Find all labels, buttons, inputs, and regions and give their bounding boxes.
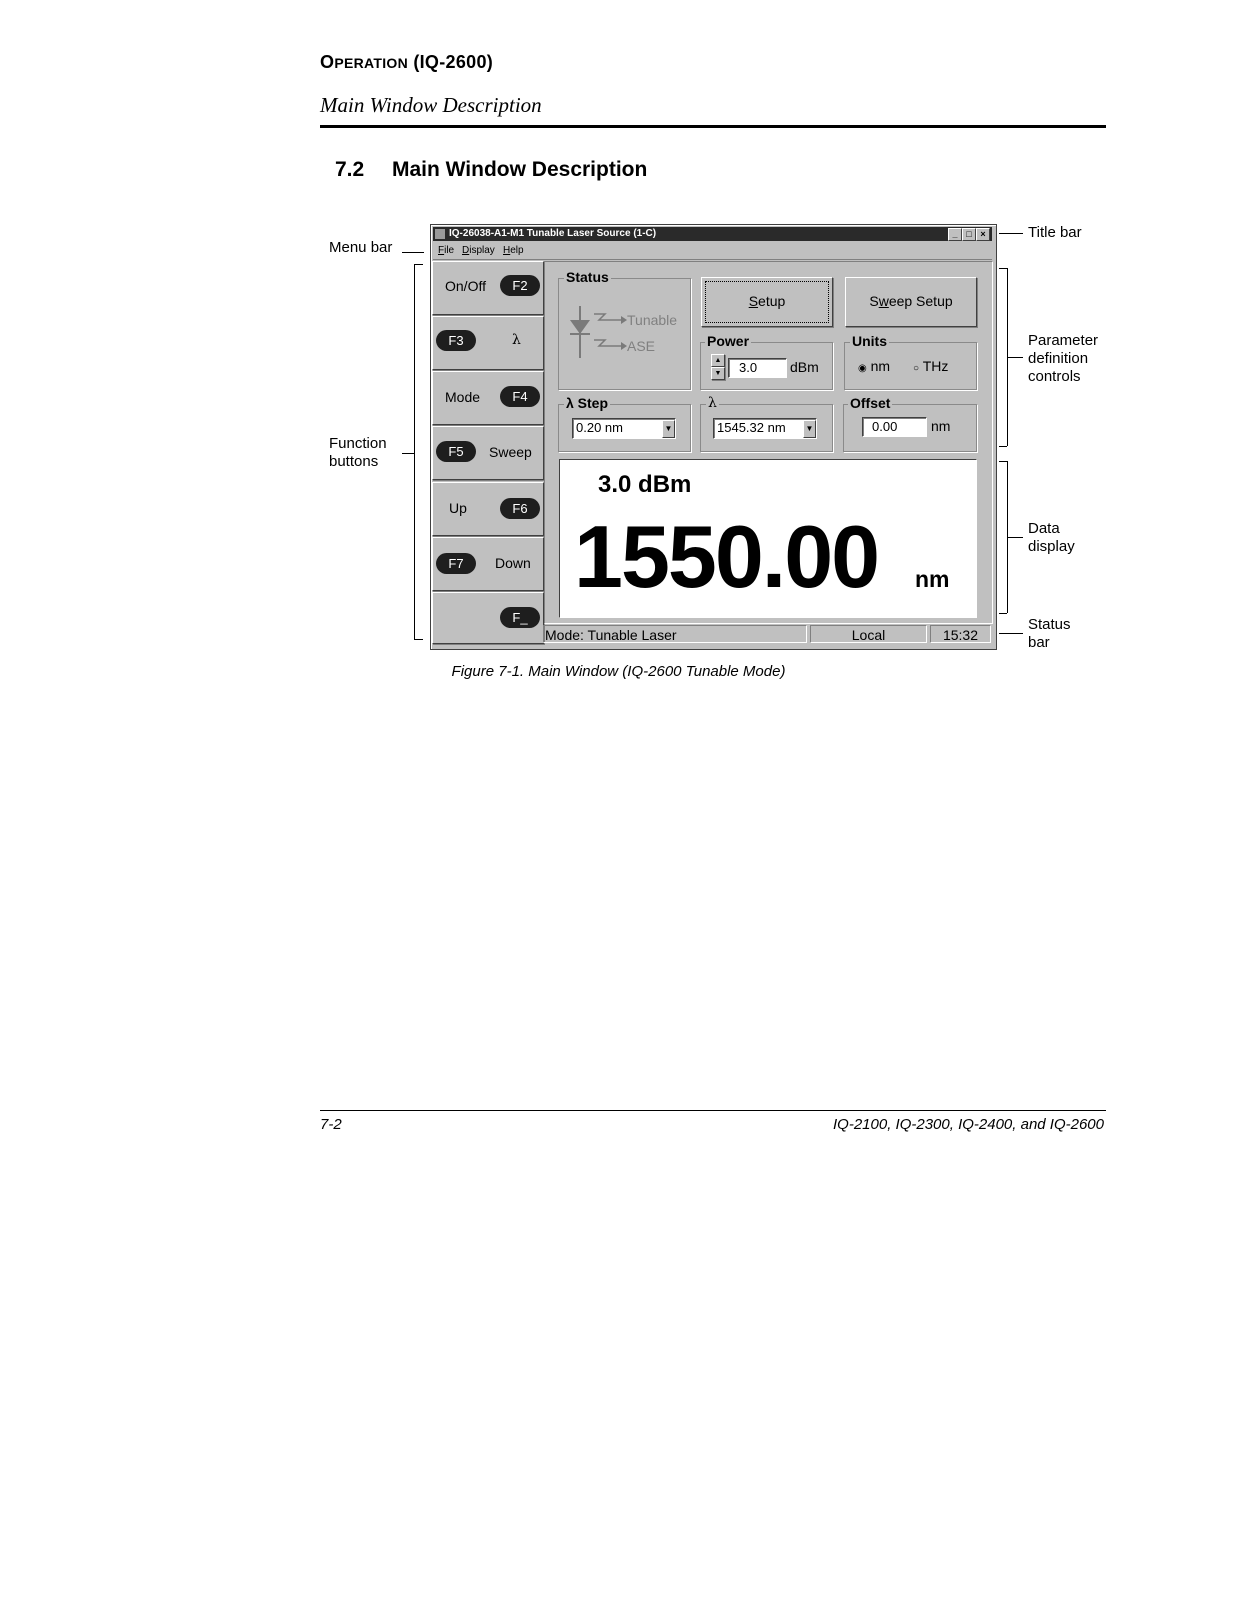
dropdown-arrow-icon[interactable]: ▼ xyxy=(662,420,675,438)
function-button-blank[interactable] xyxy=(432,592,544,644)
f6-key-badge: F6 xyxy=(500,498,540,519)
function-button-on-off[interactable]: On/Off F2 xyxy=(432,261,544,315)
menu-bar xyxy=(433,243,992,258)
callout-line xyxy=(1007,357,1023,358)
status-group-label: Status xyxy=(566,269,609,285)
step-select[interactable]: 0.20 nm ▼ xyxy=(572,418,676,439)
units-nm-radio[interactable]: ◉ nm xyxy=(858,358,891,374)
f-blank-key-badge: F_ xyxy=(500,607,540,628)
page-number: 7-2 xyxy=(320,1116,342,1133)
menu-file[interactable]: File xyxy=(438,245,455,256)
header-rule xyxy=(320,125,1106,128)
lambda-select[interactable]: 1545.32 nm ▼ xyxy=(713,418,817,439)
function-button-down[interactable]: F7 Down xyxy=(432,537,544,591)
power-decrement-button[interactable]: ▼ xyxy=(711,367,725,380)
f3-key-badge: F3 xyxy=(436,330,476,351)
offset-unit: nm xyxy=(931,418,951,434)
dropdown-arrow-icon[interactable]: ▼ xyxy=(803,420,816,438)
bracket-end xyxy=(999,461,1007,462)
callout-function-buttons: Function buttons xyxy=(329,435,387,470)
power-input[interactable]: 3.0 xyxy=(728,358,787,378)
app-icon xyxy=(435,229,445,239)
minimize-button[interactable]: _ xyxy=(948,228,962,241)
laser-source-icon xyxy=(567,302,629,362)
status-time: 15:32 xyxy=(930,625,991,643)
callout-line xyxy=(999,233,1023,234)
status-tunable-label: Tunable xyxy=(627,312,678,328)
radio-checked-icon: ◉ xyxy=(858,363,867,374)
maximize-button[interactable]: □ xyxy=(962,228,976,241)
bracket-end xyxy=(999,268,1007,269)
callout-line xyxy=(402,453,414,454)
callout-line xyxy=(999,633,1023,634)
display-power: 3.0 dBm xyxy=(598,471,692,498)
footer-products: IQ-2100, IQ-2300, IQ-2400, and IQ-2600 xyxy=(833,1116,1104,1133)
step-group-label: λ Step xyxy=(566,395,609,411)
status-remote: Local xyxy=(810,625,927,643)
callout-data-display: Data display xyxy=(1028,520,1075,555)
section-number: 7.2 xyxy=(335,158,365,181)
callout-line xyxy=(1007,537,1023,538)
close-button[interactable]: × xyxy=(976,228,990,241)
figure-caption: Figure 7-1. Main Window (IQ-2600 Tunable Mode) xyxy=(451,663,786,680)
offset-group-label: Offset xyxy=(850,395,891,411)
callout-title-bar: Title bar xyxy=(1028,224,1082,241)
menu-display[interactable]: Display xyxy=(462,245,495,256)
display-unit: nm xyxy=(915,566,950,592)
title-bar[interactable] xyxy=(433,227,992,241)
menu-help[interactable]: Help xyxy=(503,245,524,256)
footer-rule xyxy=(320,1110,1106,1111)
sweep-setup-button[interactable]: Sweep Setup xyxy=(845,277,977,327)
section-title: Main Window Description xyxy=(392,158,648,181)
running-header-subtitle: Main Window Description xyxy=(320,93,542,117)
function-button-mode[interactable]: Mode F4 xyxy=(432,371,544,425)
function-button-lambda[interactable]: F3 λ xyxy=(432,316,544,370)
bracket-end xyxy=(414,639,423,640)
callout-status-bar: Status bar xyxy=(1028,616,1071,651)
f7-key-badge: F7 xyxy=(436,553,476,574)
callout-menu-bar: Menu bar xyxy=(329,239,393,256)
units-group-label: Units xyxy=(852,333,887,349)
offset-input[interactable]: 0.00 xyxy=(862,417,927,437)
window-title: IQ-26038-A1-M1 Tunable Laser Source (1-C) xyxy=(449,228,657,239)
f5-key-badge: F5 xyxy=(436,441,476,462)
radio-unchecked-icon: ○ xyxy=(913,363,920,374)
function-button-sweep[interactable]: F5 Sweep xyxy=(432,426,544,480)
power-group-label: Power xyxy=(707,333,750,349)
bracket-end xyxy=(414,264,423,265)
display-wavelength: 1550.00 xyxy=(574,507,879,606)
callout-line xyxy=(402,252,424,253)
setup-button[interactable]: Setup xyxy=(701,277,833,327)
running-header-section: OPERATION (IQ-2600) xyxy=(320,52,494,72)
function-button-up[interactable]: Up F6 xyxy=(432,482,544,536)
bracket-end xyxy=(999,613,1007,614)
bracket-end xyxy=(999,446,1007,447)
status-ase-label: ASE xyxy=(627,338,656,354)
status-mode: Mode: Tunable Laser xyxy=(543,625,807,643)
units-thz-radio[interactable]: ○ THz xyxy=(913,358,949,374)
menu-separator xyxy=(433,259,992,260)
power-increment-button[interactable]: ▲ xyxy=(711,354,725,367)
callout-parameter-controls: Parameter definition controls xyxy=(1028,332,1099,385)
f4-key-badge: F4 xyxy=(500,386,540,407)
f2-key-badge: F2 xyxy=(500,275,540,296)
lambda-group-label: λ xyxy=(708,395,717,411)
bracket-function-buttons xyxy=(414,264,415,640)
power-unit: dBm xyxy=(790,359,819,375)
